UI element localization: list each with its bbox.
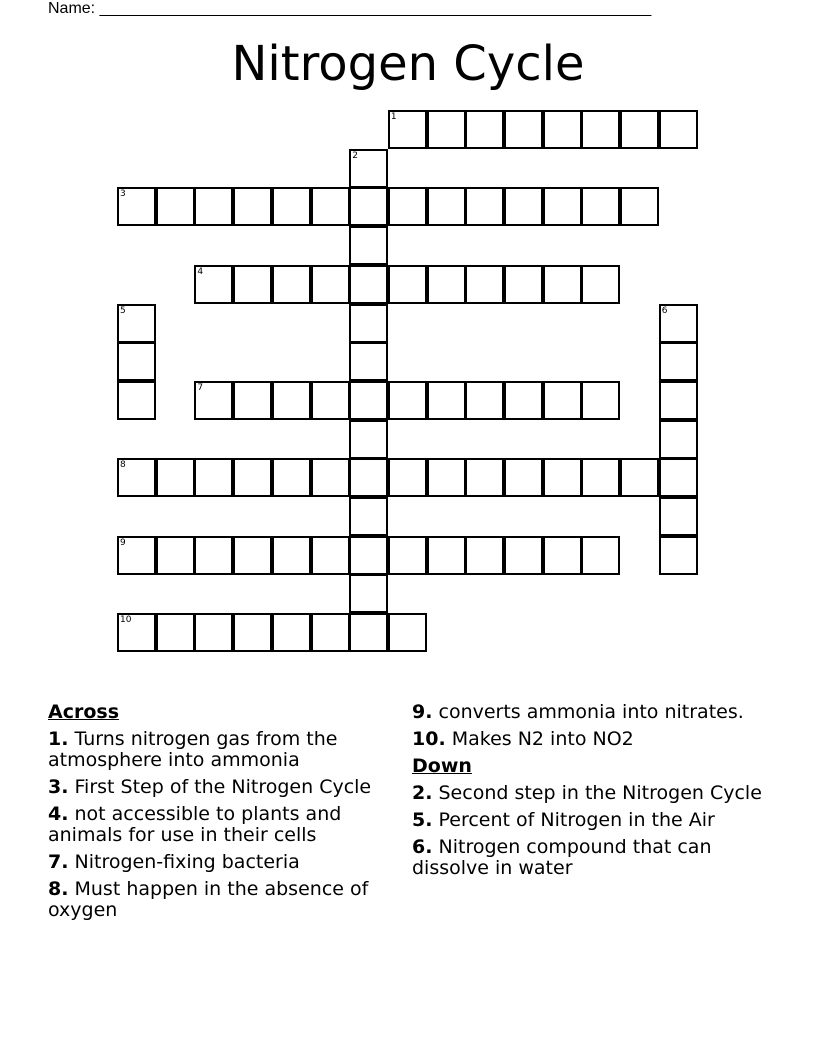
cell-number: 6 [661,305,668,316]
clue-down-2: 2. Second step in the Nitrogen Cycle [412,782,762,804]
clues-column-left [48,702,388,927]
crossword-cell[interactable] [388,187,427,226]
crossword-cell[interactable] [311,536,350,575]
crossword-cell[interactable] [194,381,233,420]
crossword-cell[interactable] [349,226,388,265]
crossword-cell[interactable] [465,265,504,304]
crossword-cell[interactable] [504,536,543,575]
crossword-cell[interactable] [388,265,427,304]
crossword-cell[interactable] [156,187,195,226]
crossword-cell[interactable] [349,497,388,536]
crossword-cell[interactable] [465,381,504,420]
crossword-cell[interactable] [117,613,156,652]
crossword-cell[interactable] [272,458,311,497]
crossword-cell[interactable] [659,342,698,381]
crossword-cell[interactable] [311,187,350,226]
crossword-cell[interactable] [233,458,272,497]
crossword-cell[interactable] [117,381,156,420]
crossword-cell[interactable] [349,149,388,188]
cell-number: 5 [120,305,126,316]
crossword-cell[interactable] [427,381,466,420]
crossword-cell[interactable] [272,265,311,304]
crossword-cell[interactable] [349,536,388,575]
crossword-cell[interactable] [156,458,195,497]
crossword-cell[interactable] [427,536,466,575]
clue-across-9: 9. converts ammonia into nitrates. [412,701,744,723]
crossword-cell[interactable] [388,110,427,149]
crossword-cell[interactable] [659,497,698,536]
crossword-cell[interactable] [620,458,659,497]
crossword-cell[interactable] [388,381,427,420]
crossword-cell[interactable] [581,536,620,575]
crossword-cell[interactable] [504,381,543,420]
crossword-cell[interactable] [117,342,156,381]
crossword-cell[interactable] [117,304,156,343]
crossword-cell[interactable] [543,265,582,304]
crossword-cell[interactable] [581,381,620,420]
crossword-cell[interactable] [349,342,388,381]
crossword-cell[interactable] [504,458,543,497]
crossword-cell[interactable] [349,304,388,343]
crossword-cell[interactable] [581,110,620,149]
crossword-cell[interactable] [194,536,233,575]
crossword-cell[interactable] [233,187,272,226]
crossword-cell[interactable] [117,187,156,226]
crossword-cell[interactable] [349,458,388,497]
crossword-cell[interactable] [659,381,698,420]
crossword-cell[interactable] [543,187,582,226]
clue-across-8: 8. Must happen in the absence of oxygen [48,878,369,921]
crossword-cell[interactable] [504,265,543,304]
crossword-cell[interactable] [311,458,350,497]
crossword-cell[interactable] [581,458,620,497]
crossword-cell[interactable] [427,265,466,304]
crossword-cell[interactable] [156,613,195,652]
crossword-cell[interactable] [117,536,156,575]
crossword-cell[interactable] [194,265,233,304]
crossword-cell[interactable] [272,536,311,575]
crossword-cell[interactable] [620,110,659,149]
crossword-cell[interactable] [543,536,582,575]
crossword-cell[interactable] [233,381,272,420]
crossword-cell[interactable] [194,458,233,497]
crossword-cell[interactable] [465,458,504,497]
cell-number: 4 [197,266,204,277]
crossword-cell[interactable] [349,613,388,652]
crossword-cell[interactable] [504,187,543,226]
crossword-cell[interactable] [581,265,620,304]
crossword-cell[interactable] [465,187,504,226]
crossword-cell[interactable] [465,536,504,575]
crossword-cell[interactable] [349,574,388,613]
crossword-cell[interactable] [272,187,311,226]
crossword-cell[interactable] [465,110,504,149]
crossword-cell[interactable] [659,110,698,149]
cell-number: 10 [120,615,132,626]
crossword-cell[interactable] [504,110,543,149]
cell-number: 9 [120,537,126,548]
crossword-cell[interactable] [543,381,582,420]
down-heading: Down [412,755,472,777]
crossword-cell[interactable] [349,265,388,304]
crossword-cell[interactable] [194,613,233,652]
crossword-cell[interactable] [233,613,272,652]
crossword-cell[interactable] [427,458,466,497]
crossword-cell[interactable] [311,613,350,652]
crossword-cell[interactable] [620,187,659,226]
crossword-cell[interactable] [659,536,698,575]
cell-number: 7 [197,382,204,393]
clue-across-10: 10. Makes N2 into NO2 [412,728,634,750]
crossword-cell[interactable] [349,381,388,420]
name-field[interactable]: Name: ______________________________________________________________ [48,0,652,17]
clue-across-3: 3. First Step of the Nitrogen Cycle [48,776,372,798]
clue-across-4: 4. not accessible to plants and animals for use in their cells [48,803,342,846]
crossword-cell[interactable] [659,420,698,459]
crossword-cell[interactable] [311,265,350,304]
crossword-cell[interactable] [194,187,233,226]
page-title: Nitrogen Cycle [231,36,585,92]
crossword-cell[interactable] [659,458,698,497]
clues-column-right [412,702,762,885]
cell-number: 1 [390,112,397,122]
crossword-cell[interactable] [427,187,466,226]
crossword-cell[interactable] [311,381,350,420]
crossword-cell[interactable] [117,458,156,497]
crossword-cell[interactable] [427,110,466,149]
crossword-cell[interactable] [388,536,427,575]
clue-down-5: 5. Percent of Nitrogen in the Air [412,809,715,831]
clue-down-6: 6. Nitrogen compound that can dissolve in water [412,836,712,879]
cell-number: 3 [120,189,126,200]
crossword-cell[interactable] [272,381,311,420]
clue-across-1: 1. Turns nitrogen gas from the atmosphere into ammonia [48,728,338,771]
cell-number: 8 [120,460,126,471]
clue-across-7: 7. Nitrogen-fixing bacteria [48,851,300,873]
cell-number: 2 [352,150,358,161]
across-heading: Across [48,701,120,723]
crossword-cell[interactable] [233,265,272,304]
crossword-cell[interactable] [233,536,272,575]
crossword-cell[interactable] [156,536,195,575]
crossword-cell[interactable] [388,458,427,497]
crossword-cell[interactable] [349,420,388,459]
crossword-cell[interactable] [581,187,620,226]
crossword-cell[interactable] [543,458,582,497]
crossword-cell[interactable] [543,110,582,149]
crossword-cell[interactable] [659,304,698,343]
crossword-cell[interactable] [349,187,388,226]
crossword-cell[interactable] [272,613,311,652]
crossword-cell[interactable] [388,613,427,652]
